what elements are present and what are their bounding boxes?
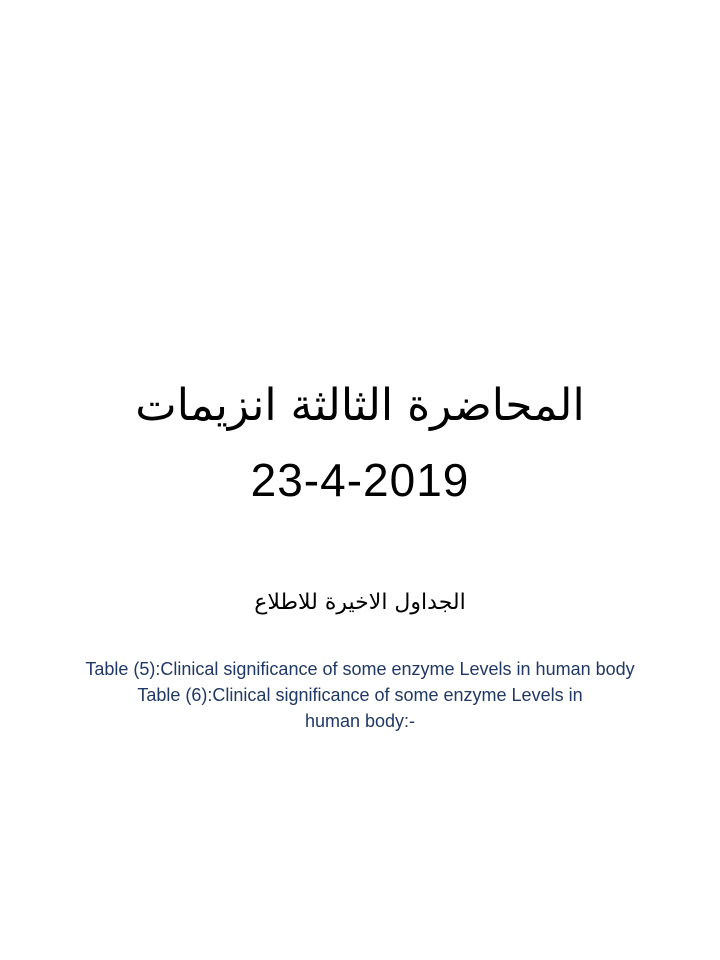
lecture-date: 23-4-2019 bbox=[250, 454, 470, 506]
lecture-subtitle: الجداول الاخيرة للاطلاع bbox=[254, 590, 466, 615]
table-6-caption: Table (6):Clinical significance of some enzyme Levels in human body:- bbox=[137, 685, 583, 731]
slide-title bbox=[40, 368, 680, 516]
table-5-caption: Table (5):Clinical significance of some enzyme Levels in human body bbox=[85, 659, 635, 679]
tables-list bbox=[50, 656, 670, 734]
lecture-title: المحاضرة الثالثة انزيمات bbox=[135, 380, 585, 431]
